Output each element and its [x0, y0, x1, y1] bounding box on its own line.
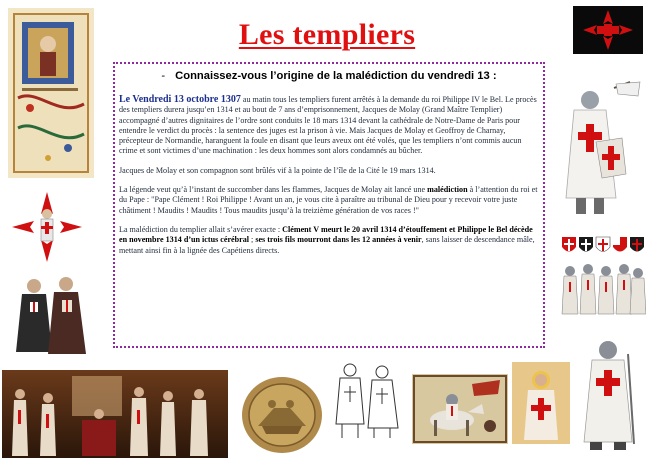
lead-date: Le Vendredi 13 octobre 1307 — [119, 94, 241, 105]
templar-cross-flag-image — [573, 6, 643, 54]
paragraph-4-text-c: , sans laisser de descendance mâle, mettant ainsi fin à la lignée des Capétiens directs. — [119, 235, 535, 255]
paragraph-4-text-a: La malédiction du templier allait s’avérer exacte : — [119, 224, 283, 234]
paragraph-3-text-a: La légende veut qu’à l’instant de succomber dans les flammes, Jacques de Molay ait lancé une — [119, 185, 428, 195]
paragraph-4-bold-1: Clément V meurt le 20 avril 1314 d’étouffement et Philippe le Bel décède en novembre 1314 d’un ictus cérébral — [119, 224, 533, 245]
templar-knights-group-image — [560, 262, 646, 316]
paragraph-3-bold: malédiction — [427, 185, 468, 195]
templar-battle-image — [412, 374, 508, 444]
templar-sketch-image — [332, 358, 404, 440]
paragraph-3-text-b: à l’attention du roi et du Pape : "Pape Clément ! Roi Philippe ! Avant un an, je vous cite à paraître au tribunal de Dieu pour y recevoir votre juste châtiment ! Maudits ! Maudits ! Tous maudits jusqu’à la treizième génération de vos races !" — [119, 185, 538, 215]
heading-text: Connaissez-vous l’origine de la malédiction du vendredi 13 : — [175, 70, 497, 82]
heading-dash: - — [161, 70, 166, 82]
article-body — [119, 95, 539, 265]
paragraph-1-text: au matin tous les templiers furent arrêtés à la demande du roi Philippe IV le Bel. Le procès des templiers durera jusqu’en 1314 et au bout de 7 ans d’emprisonnement, Jacques de Molay (Grand Maître Templier) accompagné d’autres dignitaires de l’ordre sont conduits le 18 mars 1314 devant la cathédrale de Notre-Dame de Paris pour entendre le verdict du procès : la sentence des juges est la prison à vie. Mais Jacques de Molay et Geoffroy de Charnay, précepteur de Normandie, haranguent la foule en disant que leurs aveux ont été volés, que les templiers n’ont commis aucun crime et sont victimes d’une machination : les deux hommes sont alors condamnés au bûcher. — [119, 95, 537, 156]
illuminated-manuscript-image — [8, 8, 94, 178]
section-heading — [115, 70, 543, 82]
paragraph-1 — [119, 95, 539, 157]
content-frame — [113, 62, 545, 348]
templar-seal-image — [238, 374, 326, 456]
paragraph-4-bold-2: ses trois fils mourront dans les 12 années à venir — [255, 235, 422, 245]
templar-monks-image — [8, 272, 92, 358]
templar-fresco-image — [512, 362, 570, 444]
page-title: Les templiers — [238, 18, 416, 51]
paragraph-3 — [119, 185, 539, 216]
heraldic-shields-image — [560, 234, 644, 258]
paragraph-4 — [119, 225, 539, 256]
templar-knight-with-banner-image — [552, 78, 644, 218]
templar-cross-figure-image — [8, 188, 86, 266]
templar-knight-bottom-image — [574, 334, 644, 452]
paragraph-4-text-b: ; — [249, 235, 256, 245]
templars-trial-painting-image — [2, 370, 228, 458]
paragraph-2: Jacques de Molay et son compagnon sont brûlés vif à la pointe de l’île de la Cité le 19 mars 1314. — [119, 165, 436, 175]
